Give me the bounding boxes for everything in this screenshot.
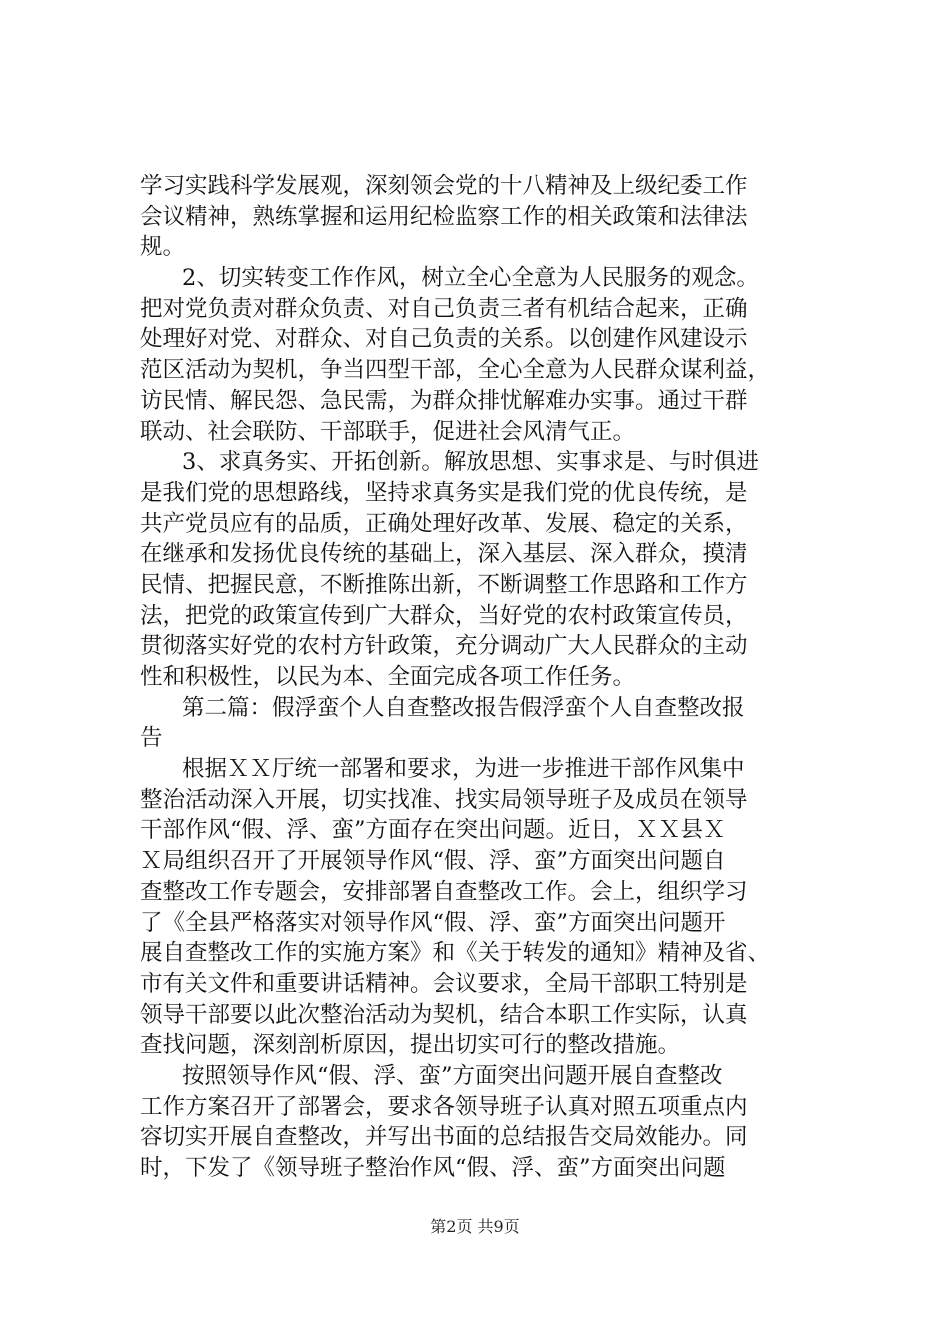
text-line: 把对党负责对群众负责、对自己负责三者有机结合起来，正确: [140, 295, 748, 322]
text-line: 展自查整改工作的实施方案》和《关于转发的通知》精神及省、: [140, 940, 771, 967]
text-line: 第二篇：假浮蛮个人自查整改报告假浮蛮个人自查整改报: [182, 694, 745, 721]
text-line: 会议精神，熟练掌握和运用纪检监察工作的相关政策和法律法: [140, 203, 748, 230]
text-line: 学习实践科学发展观，深刻领会党的十八精神及上级纪委工作: [140, 173, 748, 199]
text-line: 查找问题，深刻剖析原因，提出切实可行的整改措施。: [140, 1032, 681, 1059]
text-line: 在继承和发扬优良传统的基础上，深入基层、深入群众，摸清: [140, 541, 748, 568]
text-line: 3、求真务实、开拓创新。解放思想、实事求是、与时俱进: [182, 449, 759, 476]
text-line: 联动、社会联防、干部联手，促进社会风清气正。: [140, 418, 636, 445]
text-line: 领导干部要以此次整治活动为契机，结合本职工作实际，认真: [140, 1001, 748, 1028]
text-line: 时，下发了《领导班子整治作风“假、浮、蛮”方面突出问题: [140, 1155, 726, 1181]
text-line: 2、切实转变工作作风，树立全心全意为人民服务的观念。: [182, 265, 759, 292]
text-line: 整治活动深入开展，切实找准、找实局领导班子及成员在领导: [140, 786, 748, 813]
text-line: 按照领导作风“假、浮、蛮”方面突出问题开展自查整改: [182, 1062, 723, 1089]
text-line: 是我们党的思想路线，坚持求真务实是我们党的优良传统，是: [140, 479, 748, 506]
text-line: 范区活动为契机，争当四型干部，全心全意为人民群众谋利益，: [140, 357, 771, 384]
text-line: 访民情、解民怨、急民需，为群众排忧解难办实事。通过干群: [140, 387, 748, 414]
text-line: 规。: [140, 234, 186, 261]
text-line: 工作方案召开了部署会，要求各领导班子认真对照五项重点内: [140, 1093, 748, 1120]
page-footer: 第2页 共9页: [430, 1217, 520, 1236]
text-line: 容切实开展自查整改，并写出书面的总结报告交局效能办。同: [140, 1124, 748, 1151]
text-line: 了《全县严格落实对领导作风“假、浮、蛮”方面突出问题开: [140, 909, 726, 936]
text-line: 查整改工作专题会，安排部署自查整改工作。会上，组织学习: [140, 878, 748, 905]
text-line: Ｘ局组织召开了开展领导作风“假、浮、蛮”方面突出问题自: [140, 848, 726, 875]
text-line: 贯彻落实好党的农村方针政策，充分调动广大人民群众的主动: [140, 633, 748, 660]
text-line: 根据ＸＸ厅统一部署和要求，为进一步推进干部作风集中: [182, 756, 745, 783]
text-line: 共产党员应有的品质，正确处理好改革、发展、稳定的关系，: [140, 510, 748, 537]
document-body: [140, 171, 840, 1184]
text-line: 干部作风“假、浮、蛮”方面存在突出问题。近日，ＸＸ县Ｘ: [140, 817, 726, 844]
text-line: 市有关文件和重要讲话精神。会议要求，全局干部职工特别是: [140, 970, 748, 997]
text-line: 性和积极性，以民为本、全面完成各项工作任务。: [140, 664, 636, 690]
text-line: 民情、把握民意，不断推陈出新，不断调整工作思路和工作方: [140, 571, 748, 598]
text-line: 告: [140, 725, 163, 752]
text-line: 处理好对党、对群众、对自己负责的关系。以创建作风建设示: [140, 326, 748, 353]
text-line: 法，把党的政策宣传到广大群众，当好党的农村政策宣传员，: [140, 602, 748, 629]
